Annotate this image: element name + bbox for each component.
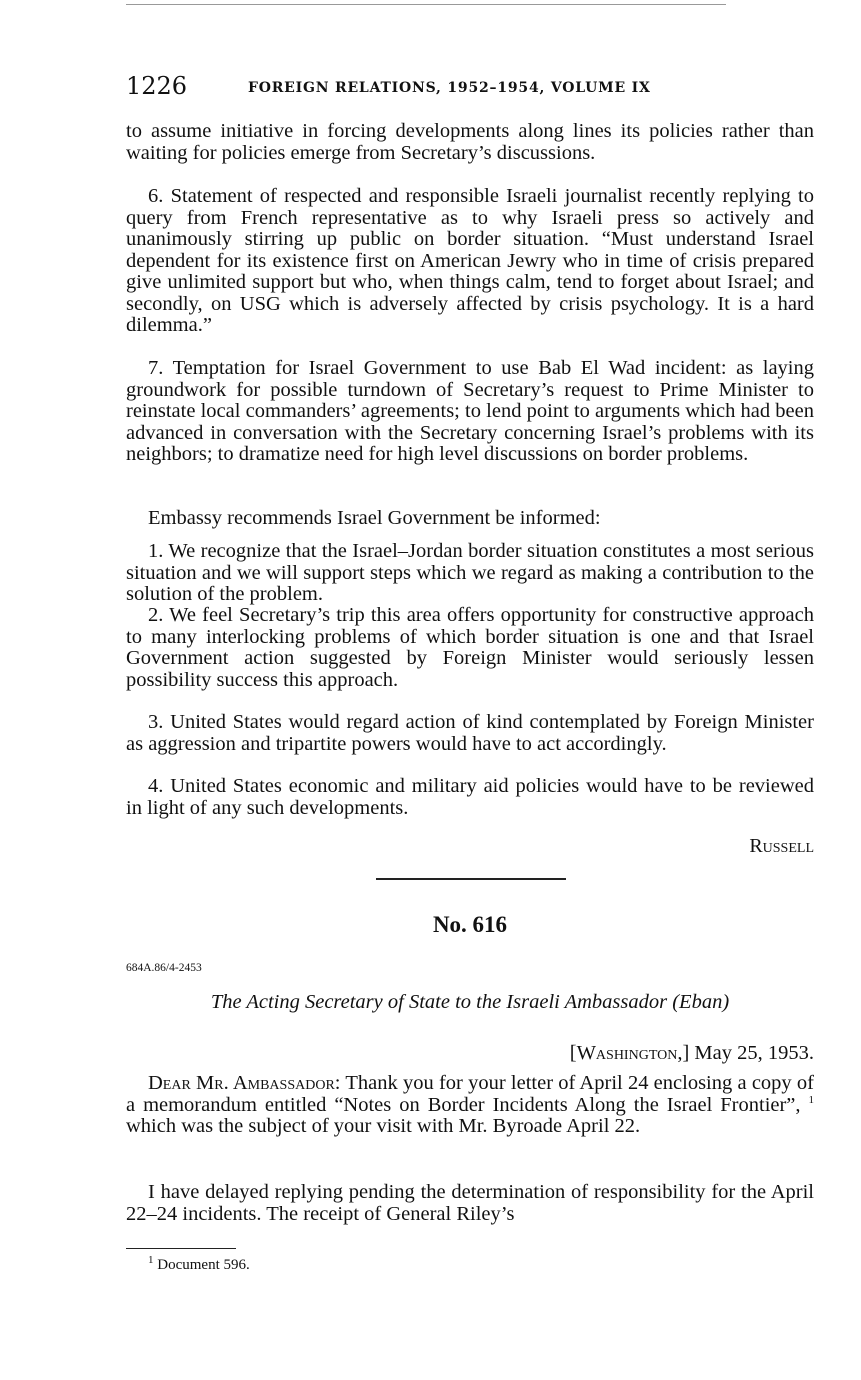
dateline-place: [Washington,] xyxy=(569,1042,690,1064)
recommendation-intro: Embassy recommends Israel Government be informed: xyxy=(148,507,601,529)
page-number: 1226 xyxy=(126,72,188,100)
recommendation-2: 2. We feel Secretary’s trip this area offers opportunity for constructive approach to many interlocking problems of which border situation is one and that Israel Government action suggested by Foreign Minister would seriously lessen possibility success this approach. xyxy=(126,604,814,691)
footnote-text: Document 596. xyxy=(157,1257,250,1273)
footnote-reference: 1 xyxy=(808,1093,815,1106)
footnote-rule xyxy=(126,1248,236,1249)
list-item-6: 6. Statement of respected and responsible Israeli journalist recently replying to query from French representative as to why Israeli press so actively and unanimously stirring up public on border situation. “Must understand Israel dependent for its existence first on American Jewry who in time of crisis prepared give unlimited support but who, when things calm, tend to forget about Israel; and secondly, on USG which is adversely affected by crisis psychology. It is a hard dilemma.” xyxy=(126,185,814,336)
section-divider xyxy=(376,878,566,880)
dateline-date: May 25, 1953. xyxy=(694,1042,814,1064)
list-item-7: 7. Temptation for Israel Government to use Bab El Wad incident: as laying groundwork for possible turndown of Secretary’s request to Prime Minister to reinstate local commanders’ agreements; to lend point to arguments which had been advanced in conversation with the Secretary concerning Israel’s problems with its neighbors; to dramatize need for high level discussions on border problems. xyxy=(126,357,814,465)
page-header xyxy=(126,72,814,106)
dateline xyxy=(570,1042,814,1065)
letter-paragraph-2: I have delayed replying pending the determination of responsibility for the April 22–24 incidents. The receipt of General Riley’s xyxy=(126,1181,814,1225)
salutation: Dear Mr. Ambassador: xyxy=(148,1072,341,1094)
letter-paragraph-1-text-b: which was the subject of your visit with Mr. Byroade April 22. xyxy=(126,1115,641,1137)
footnote xyxy=(148,1254,250,1274)
footnote-mark: 1 xyxy=(148,1254,154,1266)
letter-paragraph-1-text-a: Thank you for your letter of April 24 enclosing a copy of a memorandum entitled “Notes on Border Incidents Along the Israel Frontier”, xyxy=(126,1072,814,1116)
top-edge-rule xyxy=(126,4,726,5)
recommendation-3: 3. United States would regard action of kind contemplated by Foreign Minister as aggression and tripartite powers would have to act accordingly. xyxy=(126,711,814,755)
document-title: The Acting Secretary of State to the Israeli Ambassador (Eban) xyxy=(210,991,730,1013)
recommendation-1: 1. We recognize that the Israel–Jordan border situation constitutes a most serious situation and we will support steps which we regard as making a contribution to the solution of the problem. xyxy=(126,540,814,605)
recommendation-4: 4. United States economic and military aid policies would have to be reviewed in light of any such developments. xyxy=(126,775,814,819)
continued-paragraph: to assume initiative in forcing developments along lines its policies rather than waiting for policies emerge from Secretary’s discussions. xyxy=(126,120,814,164)
signature: Russell xyxy=(749,835,814,857)
file-reference: 684A.86/4-2453 xyxy=(126,962,202,974)
document-number: No. 616 xyxy=(432,912,508,937)
letter-paragraph-1 xyxy=(126,1073,814,1138)
running-head: FOREIGN RELATIONS, 1952–1954, VOLUME IX xyxy=(248,80,651,96)
